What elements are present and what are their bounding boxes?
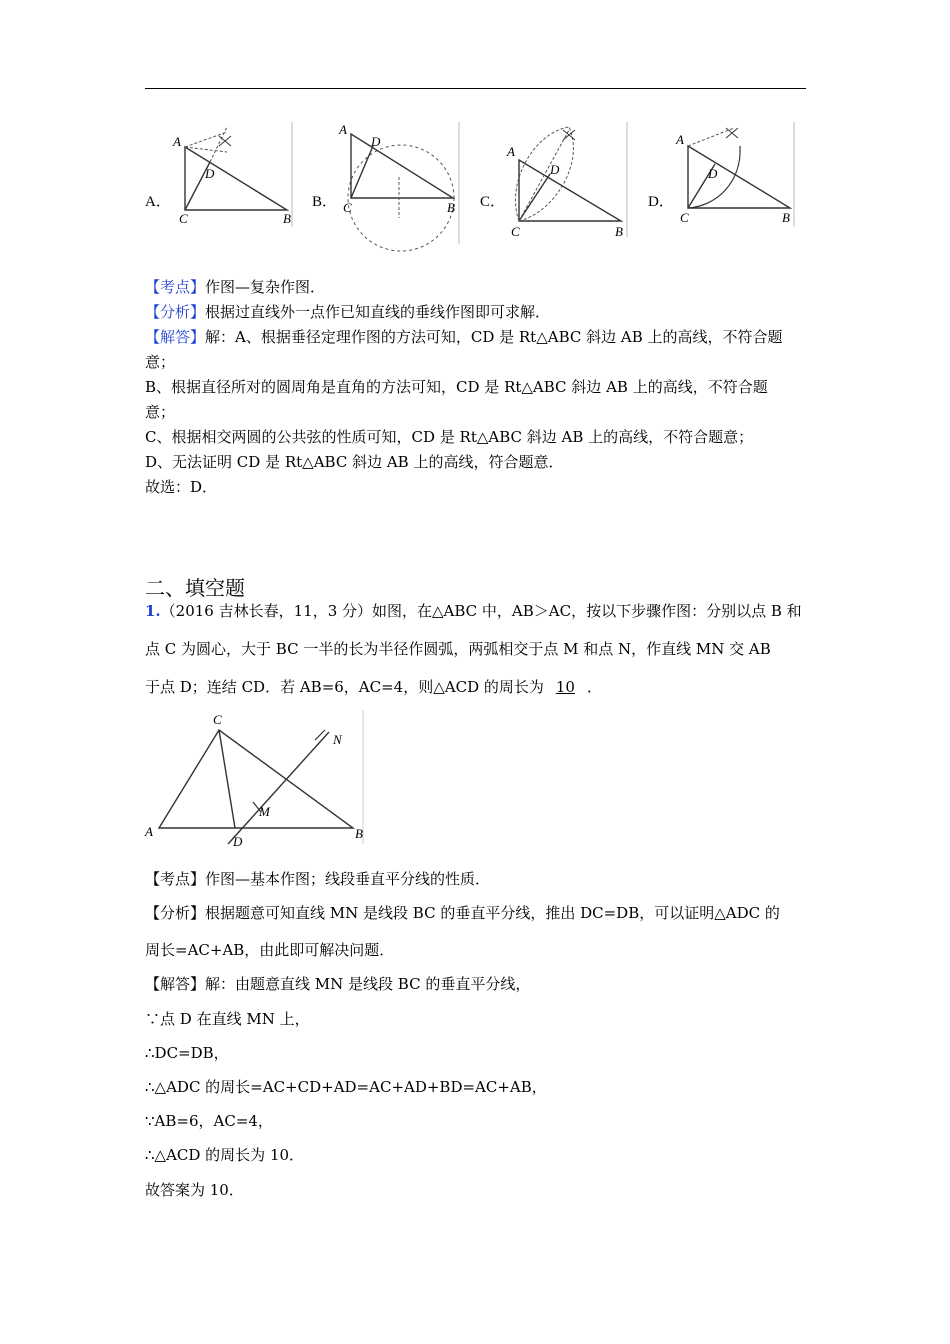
prev-line: C、根据相交两圆的公共弦的性质可知，CD 是 Rt△ABC 斜边 AB 上的高线，不符合题意； [145, 428, 754, 446]
label-a: A [676, 132, 684, 147]
q1-stem-1: （2016 吉林长春，11，3 分）如图，在△ABC 中，AB＞AC，按以下步骤作图：分别以点 B 和 [160, 602, 802, 620]
label-c: C [343, 200, 352, 215]
q1-line2: 点 C 为圆心，大于 BC 一半的长为半径作圆弧，两弧相交于点 M 和点 N，作直线 MN 交 AB [145, 640, 771, 658]
prev-line: 意； [145, 353, 176, 371]
jieda-tag: 【解答】 [145, 328, 206, 346]
label-b: B [283, 211, 291, 226]
label-b: B [355, 826, 363, 841]
prev-line: B、根据直径所对的圆周角是直角的方法可知，CD 是 Rt△ABC 斜边 AB 上的高线，不符合题 [145, 378, 768, 396]
q1-line1 [145, 600, 802, 621]
option-d-label: D． [648, 194, 674, 210]
figure-option-a [165, 122, 295, 232]
label-c: C [680, 210, 689, 225]
label-d: D [708, 166, 718, 181]
label-b: B [615, 224, 623, 239]
kaodian-text: 作图—复杂作图． [205, 278, 326, 296]
q1-step: ∴DC=DB， [145, 1044, 229, 1062]
prev-line: D、无法证明 CD 是 Rt△ABC 斜边 AB 上的高线，符合题意． [145, 453, 564, 471]
option-a-label: A． [145, 194, 171, 210]
q1-stem-3: 于点 D；连结 CD．若 AB=6，AC=4，则△ACD 的周长为 [145, 678, 544, 696]
q1-answer-blank: 10 [555, 678, 575, 696]
figure-option-b [335, 122, 465, 247]
label-c: C [511, 224, 520, 239]
q1-jieda: 【解答】解：由题意直线 MN 是线段 BC 的垂直平分线， [145, 975, 531, 993]
q1-number: 1. [145, 602, 161, 620]
q1-final-answer: 故答案为 10． [145, 1181, 244, 1199]
label-c: C [179, 211, 188, 226]
label-m: M [259, 804, 270, 819]
option-b-label: B． [312, 194, 338, 210]
prev-kaodian-line [145, 276, 325, 297]
kaodian-tag: 【考点】 [145, 278, 206, 296]
q1-fenxi-1: 【分析】根据题意可知直线 MN 是线段 BC 的垂直平分线，推出 DC=DB，可以证明△ADC 的 [145, 904, 780, 922]
q1-stem-end: ． [586, 678, 602, 696]
label-n: N [333, 732, 342, 747]
prev-fenxi-line [145, 301, 550, 322]
label-a: A [145, 824, 153, 839]
label-d: D [371, 134, 381, 149]
option-c-label: C． [480, 194, 506, 210]
label-c: C [213, 712, 222, 727]
q1-step: ∵AB=6，AC=4， [145, 1112, 273, 1130]
label-a: A [507, 144, 515, 159]
jieda-text: 解：A、根据垂径定理作图的方法可知，CD 是 Rt△ABC 斜边 AB 上的高线，不符合题 [205, 328, 783, 346]
label-b: B [447, 200, 455, 215]
figure-q1 [143, 710, 368, 850]
header-rule [145, 88, 806, 89]
prev-jieda-line [145, 326, 783, 347]
section-title: 二、填空题 [145, 576, 245, 600]
label-a: A [173, 134, 181, 149]
prev-answer-line: 故选：D． [145, 478, 218, 496]
q1-line3 [145, 676, 602, 697]
figure-option-c [505, 122, 635, 242]
label-d: D [233, 834, 243, 849]
label-d: D [550, 162, 560, 177]
q1-kaodian: 【考点】作图—基本作图；线段垂直平分线的性质． [145, 870, 491, 888]
label-d: D [205, 166, 215, 181]
q1-step: ∴△ACD 的周长为 10． [145, 1146, 305, 1164]
fenxi-text: 根据过直线外一点作已知直线的垂线作图即可求解． [205, 303, 551, 321]
label-b: B [782, 210, 790, 225]
q1-step: ∵点 D 在直线 MN 上， [145, 1010, 310, 1028]
q1-fenxi-2: 周长=AC+AB，由此即可解决问题． [145, 941, 395, 959]
figure-option-d [672, 122, 802, 232]
label-a: A [339, 122, 347, 137]
fenxi-tag: 【分析】 [145, 303, 206, 321]
prev-line: 意； [145, 403, 176, 421]
q1-step: ∴△ADC 的周长=AC+CD+AD=AC+AD+BD=AC+AB， [145, 1078, 547, 1096]
